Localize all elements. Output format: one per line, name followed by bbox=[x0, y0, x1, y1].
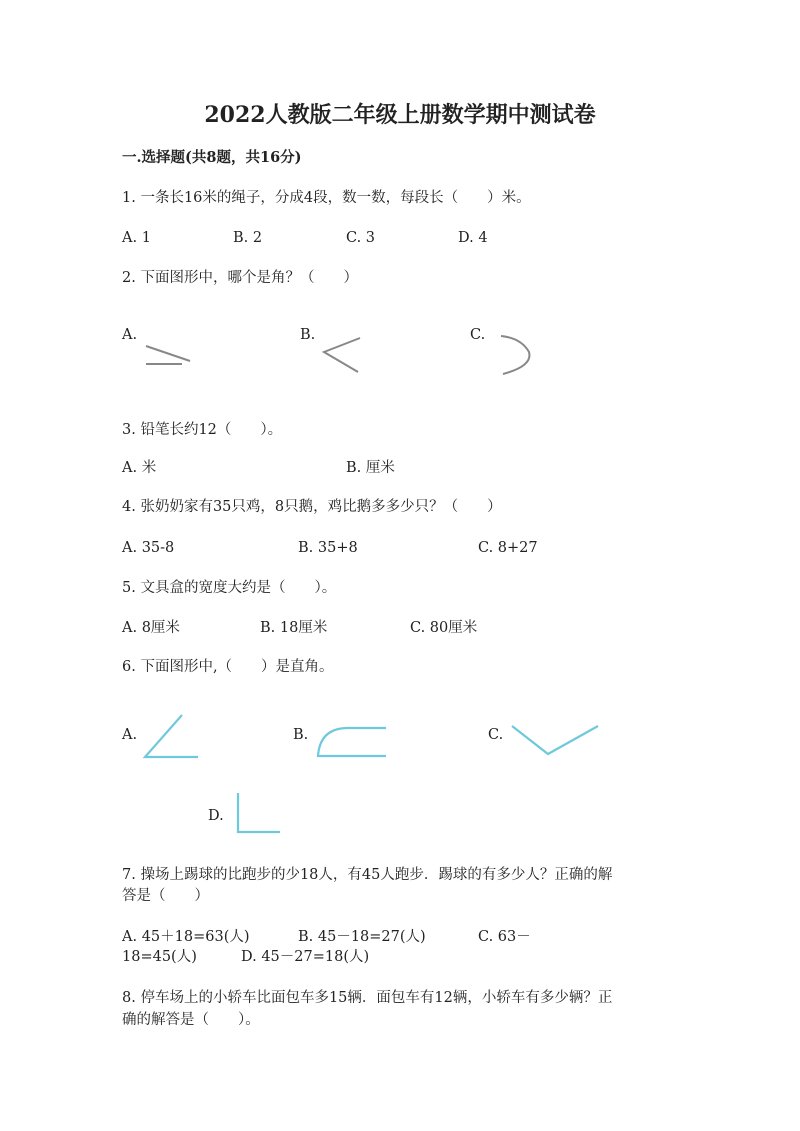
question-4: 4. 张奶奶家有35只鸡，8只鹅，鸡比鹅多多少只？（ ） bbox=[122, 499, 502, 515]
question-6: 6. 下面图形中,（ ）是直角。 bbox=[122, 659, 334, 675]
q1-option-b[interactable]: B. 2 bbox=[233, 230, 263, 246]
q6-figure-a bbox=[140, 710, 204, 762]
q6-figure-b bbox=[312, 722, 392, 762]
question-1: 1. 一条长16米的绳子，分成4段，数一数，每段长（ ）米。 bbox=[122, 190, 531, 206]
q6-label-b[interactable]: B. bbox=[293, 727, 309, 743]
question-3: 3. 铅笔长约12（ ）。 bbox=[122, 422, 283, 438]
question-8-line2: 确的解答是（ ）。 bbox=[122, 1012, 260, 1028]
question-5: 5. 文具盒的宽度大约是（ ）。 bbox=[122, 580, 337, 596]
q3-option-b[interactable]: B. 厘米 bbox=[346, 460, 395, 476]
q7-option-d[interactable]: D. 45－27=18(人) bbox=[241, 949, 370, 965]
question-8-line1: 8. 停车场上的小轿车比面包车多15辆．面包车有12辆，小轿车有多少辆？正 bbox=[122, 990, 613, 1006]
q3-option-a[interactable]: A. 米 bbox=[122, 460, 157, 476]
q2-figure-b bbox=[318, 334, 368, 379]
section-heading: 一.选择题(共8题，共16分) bbox=[122, 149, 302, 166]
q1-option-c[interactable]: C. 3 bbox=[346, 230, 376, 246]
q2-figure-a bbox=[140, 340, 200, 370]
question-2: 2. 下面图形中，哪个是角？（ ） bbox=[122, 270, 358, 286]
page-title: 2022人教版二年级上册数学期中测试卷 bbox=[204, 102, 596, 128]
q4-option-a[interactable]: A. 35-8 bbox=[122, 540, 175, 556]
q2-label-c[interactable]: C. bbox=[470, 327, 486, 343]
q2-figure-c bbox=[495, 330, 545, 380]
q2-label-a[interactable]: A. bbox=[122, 327, 138, 343]
q5-option-a[interactable]: A. 8厘米 bbox=[122, 620, 180, 636]
q6-label-a[interactable]: A. bbox=[122, 727, 138, 743]
q4-option-c[interactable]: C. 8+27 bbox=[478, 540, 538, 556]
q7-option-c-cont[interactable]: 18=45(人) bbox=[122, 949, 197, 965]
q4-option-b[interactable]: B. 35+8 bbox=[298, 540, 358, 556]
q7-option-c[interactable]: C. 63－ bbox=[478, 929, 531, 945]
q1-option-a[interactable]: A. 1 bbox=[122, 230, 151, 246]
question-7-line2: 答是（ ） bbox=[122, 888, 209, 904]
q1-option-d[interactable]: D. 4 bbox=[458, 230, 488, 246]
q6-figure-d bbox=[232, 790, 284, 838]
q2-label-b[interactable]: B. bbox=[300, 327, 316, 343]
q5-option-c[interactable]: C. 80厘米 bbox=[410, 620, 478, 636]
q6-figure-c bbox=[508, 720, 602, 760]
q7-option-b[interactable]: B. 45－18=27(人) bbox=[298, 929, 426, 945]
q6-label-c[interactable]: C. bbox=[488, 727, 504, 743]
question-7-line1: 7. 操场上踢球的比跑步的少18人，有45人跑步．踢球的有多少人？正确的解 bbox=[122, 867, 613, 883]
q7-option-a[interactable]: A. 45＋18=63(人) bbox=[122, 929, 250, 945]
q5-option-b[interactable]: B. 18厘米 bbox=[260, 620, 328, 636]
q6-label-d[interactable]: D. bbox=[208, 808, 224, 824]
